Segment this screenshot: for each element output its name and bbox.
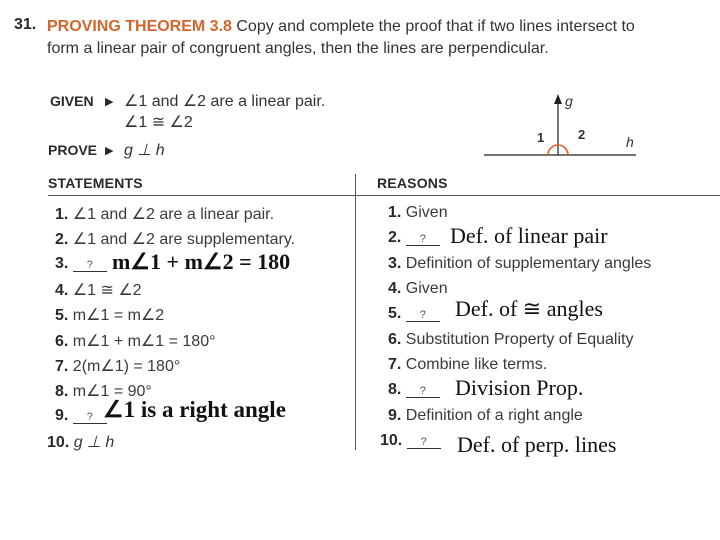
header-divider — [48, 195, 720, 196]
reason-row-4: 4. Given — [388, 280, 448, 297]
reasons-header: REASONS — [377, 175, 448, 191]
column-divider — [355, 174, 356, 450]
statement-row-6: 6. m∠1 + m∠1 = 180° — [55, 333, 216, 350]
answer-reason-8: Division Prop. — [455, 375, 584, 400]
exercise-title: PROVING THEOREM 3.8 — [47, 18, 232, 35]
answer-statement-3: m∠1 + m∠2 = 180 — [112, 249, 291, 274]
exercise-number: 31. — [14, 16, 37, 33]
statements-header: STATEMENTS — [48, 175, 143, 191]
prove-triangle-icon: ▶ — [105, 145, 114, 157]
blank-marker: ? — [73, 411, 107, 424]
statement-row-10: 10. g ⊥ h — [47, 434, 115, 451]
answer-reason-5: Def. of ≅ angles — [455, 296, 603, 321]
statement-row-7: 7. 2(m∠1) = 180° — [55, 358, 181, 375]
reason-row-3: 3. Definition of supplementary angles — [388, 255, 652, 272]
given-triangle-icon: ▶ — [105, 96, 114, 108]
statement-row-8: 8. m∠1 = 90° — [55, 383, 152, 400]
answer-reason-10: Def. of perp. lines — [457, 432, 617, 457]
line-g-label: g — [565, 93, 573, 109]
given-line-2: ∠1 ≅ ∠2 — [124, 114, 193, 131]
reason-row-2: 2. ? — [388, 229, 440, 247]
blank-marker: ? — [406, 309, 440, 322]
answer-statement-9: ∠1 is a right angle — [103, 397, 286, 422]
blank-marker: ? — [406, 385, 440, 398]
blank-marker: ? — [407, 436, 441, 449]
angle-1-label: 1 — [537, 130, 545, 145]
answer-reason-2: Def. of linear pair — [450, 223, 608, 248]
prove-statement: g ⊥ h — [124, 142, 165, 159]
prove-label: PROVE — [48, 142, 98, 158]
reason-row-10: 10. ? — [380, 432, 441, 450]
blank-marker: ? — [406, 233, 440, 246]
angle-2-label: 2 — [578, 127, 586, 142]
statement-row-9: 9. ? — [55, 407, 107, 425]
statement-row-2: 2. ∠1 and ∠2 are supplementary. — [55, 231, 296, 248]
reason-row-8: 8. ? — [388, 381, 440, 399]
reason-row-7: 7. Combine like terms. — [388, 356, 548, 373]
statement-row-1: 1. ∠1 and ∠2 are a linear pair. — [55, 206, 275, 223]
reason-row-6: 6. Substitution Property of Equality — [388, 331, 634, 348]
reason-row-5: 5. ? — [388, 305, 440, 323]
statement-row-4: 4. ∠1 ≅ ∠2 — [55, 282, 142, 299]
statement-row-5: 5. m∠1 = m∠2 — [55, 307, 165, 324]
given-line-1: ∠1 and ∠2 are a linear pair. — [124, 93, 326, 110]
instructions-text: Copy and complete the proof that if two lines intersect to form a linear pair of congruent angles, then the lines are perpendicular. — [47, 18, 635, 57]
reason-row-9: 9. Definition of a right angle — [388, 407, 583, 424]
reason-row-1: 1. Given — [388, 204, 448, 221]
blank-marker: ? — [73, 259, 107, 272]
line-h-label: h — [626, 134, 634, 150]
statement-row-3: 3. ? — [55, 255, 107, 273]
given-label: GIVEN — [50, 93, 94, 109]
